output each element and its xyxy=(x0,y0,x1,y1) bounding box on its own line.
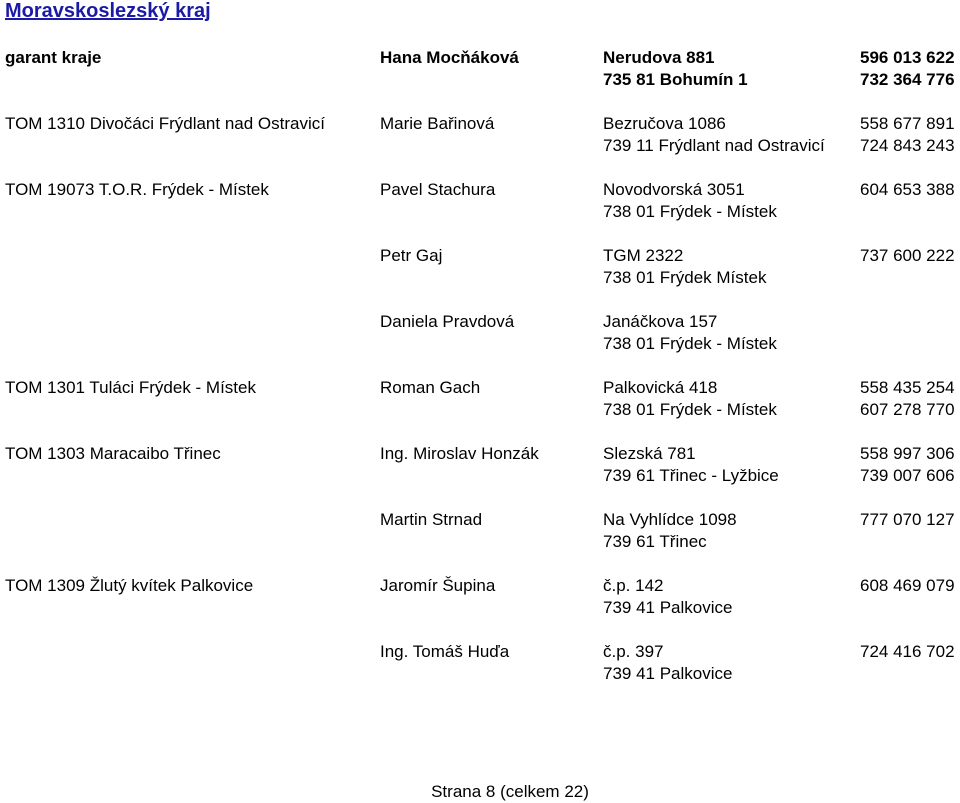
address-city: 738 01 Frýdek - Místek xyxy=(603,334,777,353)
contact-name: Ing. Tomáš Huďa xyxy=(380,642,510,661)
organization-name: TOM 1309 Žlutý kvítek Palkovice xyxy=(5,576,254,595)
address-street: č.p. 142 xyxy=(603,576,664,595)
address-street: Novodvorská 3051 xyxy=(603,180,745,199)
contact-name: Pavel Stachura xyxy=(380,180,496,199)
address-street: Palkovická 418 xyxy=(603,378,718,397)
address-city: 739 61 Třinec - Lyžbice xyxy=(603,466,779,485)
organization-name: TOM 1303 Maracaibo Třinec xyxy=(5,444,221,463)
phone-number: 737 600 222 xyxy=(860,246,955,265)
guarantor-city: 735 81 Bohumín 1 xyxy=(603,70,748,89)
contact-name: Marie Bařinová xyxy=(380,114,495,133)
address-street: Janáčkova 157 xyxy=(603,312,718,331)
address-street: Bezručova 1086 xyxy=(603,114,726,133)
address-city: 738 01 Frýdek - Místek xyxy=(603,202,777,221)
guarantor-name: Hana Mocňáková xyxy=(380,48,519,67)
guarantor-phone: 596 013 622 xyxy=(860,48,955,67)
organization-name: TOM 1301 Tuláci Frýdek - Místek xyxy=(5,378,256,397)
address-city: 738 01 Frýdek - Místek xyxy=(603,400,777,419)
page-title[interactable]: Moravskoslezský kraj xyxy=(5,0,211,22)
page-footer: Strana 8 (celkem 22) xyxy=(431,782,589,801)
organization-name: TOM 19073 T.O.R. Frýdek - Místek xyxy=(5,180,269,199)
phone-number: 604 653 388 xyxy=(860,180,955,199)
phone-number: 608 469 079 xyxy=(860,576,955,595)
phone-number: 777 070 127 xyxy=(860,510,955,529)
contact-name: Jaromír Šupina xyxy=(380,576,496,595)
phone-number: 724 843 243 xyxy=(860,136,955,155)
organization-name: TOM 1310 Divočáci Frýdlant nad Ostravicí xyxy=(5,114,325,133)
address-city: 739 11 Frýdlant nad Ostravicí xyxy=(603,136,825,155)
phone-number: 724 416 702 xyxy=(860,642,955,661)
contact-name: Petr Gaj xyxy=(380,246,443,265)
address-city: 739 41 Palkovice xyxy=(603,598,733,617)
phone-number: 558 435 254 xyxy=(860,378,955,397)
guarantor-street: Nerudova 881 xyxy=(603,48,715,67)
guarantor-label: garant kraje xyxy=(5,48,102,67)
contact-name: Ing. Miroslav Honzák xyxy=(380,444,539,463)
guarantor-phone: 732 364 776 xyxy=(860,70,955,89)
address-street: Na Vyhlídce 1098 xyxy=(603,510,737,529)
phone-number: 558 997 306 xyxy=(860,444,955,463)
contact-name: Daniela Pravdová xyxy=(380,312,515,331)
address-street: TGM 2322 xyxy=(603,246,684,265)
phone-number: 607 278 770 xyxy=(860,400,955,419)
contact-name: Roman Gach xyxy=(380,378,481,397)
phone-number: 739 007 606 xyxy=(860,466,955,485)
address-city: 739 41 Palkovice xyxy=(603,664,733,683)
address-street: Slezská 781 xyxy=(603,444,696,463)
address-street: č.p. 397 xyxy=(603,642,664,661)
contact-name: Martin Strnad xyxy=(380,510,483,529)
address-city: 738 01 Frýdek Místek xyxy=(603,268,767,287)
phone-number: 558 677 891 xyxy=(860,114,955,133)
address-city: 739 61 Třinec xyxy=(603,532,707,551)
